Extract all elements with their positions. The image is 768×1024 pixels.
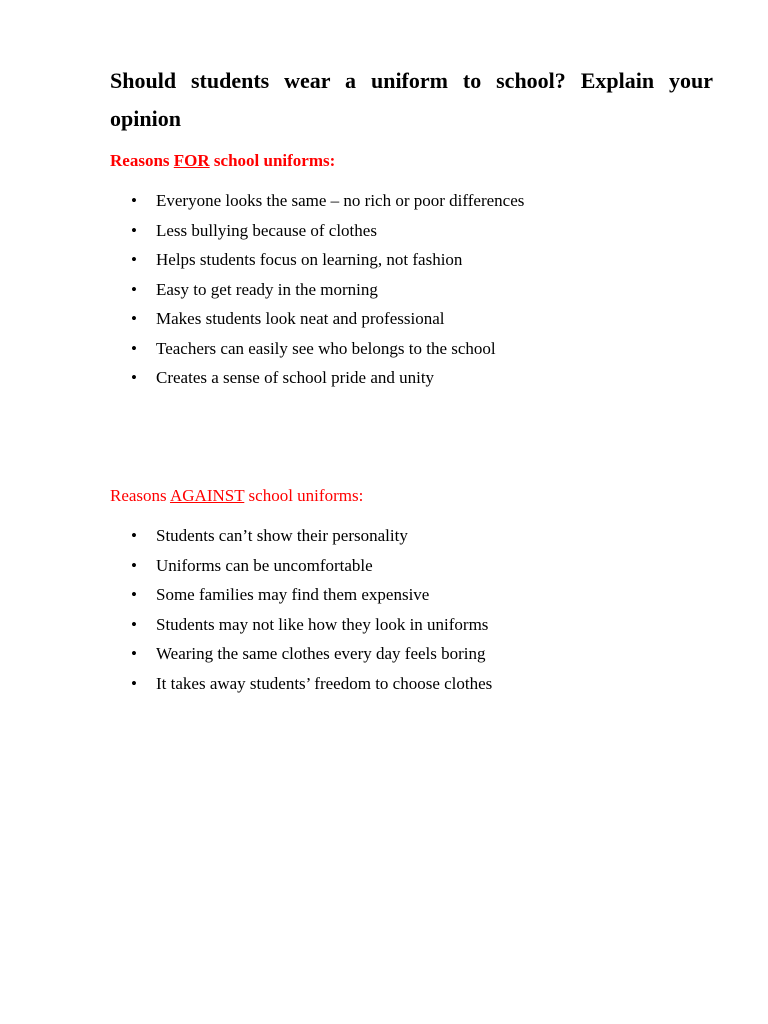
list-item — [110, 580, 713, 610]
list-item — [110, 363, 713, 393]
for-heading-prefix: Reasons — [110, 151, 174, 170]
list-item-text: Teachers can easily see who belongs to the school — [156, 338, 496, 358]
against-heading-keyword: AGAINST — [169, 486, 245, 505]
list-item-text: Less bullying because of clothes — [156, 220, 377, 240]
list-item — [110, 521, 713, 551]
list-item-text: Wearing the same clothes every day feels boring — [156, 644, 486, 663]
bullet-icon: • — [131, 614, 137, 634]
against-heading-suffix: school uniforms: — [244, 486, 364, 505]
bullet-icon: • — [131, 220, 137, 240]
for-heading-suffix: school uniforms: — [209, 151, 336, 170]
list-item-text: It takes away students’ freedom to choose clothes — [156, 673, 493, 693]
bullet-icon: • — [131, 673, 137, 693]
bullet-icon: • — [131, 585, 137, 604]
list-item — [110, 216, 713, 246]
bullet-icon: • — [131, 191, 137, 210]
list-item — [110, 275, 713, 305]
list-item — [110, 186, 713, 216]
for-section-heading — [110, 150, 713, 172]
list-item — [110, 639, 713, 669]
page-title: Should students wear a uniform to school? Explain your opinion — [110, 68, 713, 131]
for-heading-keyword: FOR — [173, 151, 210, 170]
list-item-text: Everyone looks the same – no rich or poor differences — [156, 191, 525, 210]
bullet-icon: • — [131, 309, 137, 328]
for-reasons-list — [110, 186, 713, 393]
against-section-heading — [110, 485, 713, 507]
list-item-text: Helps students focus on learning, not fashion — [156, 250, 463, 269]
list-item — [110, 610, 713, 640]
list-item-text: Some families may find them expensive — [156, 585, 430, 604]
document-page — [110, 62, 713, 693]
list-item-text: Students can’t show their personality — [156, 526, 408, 545]
list-item-text: Creates a sense of school pride and unity — [156, 368, 435, 387]
list-item — [110, 669, 713, 699]
list-item-text: Easy to get ready in the morning — [156, 279, 378, 299]
list-item-text: Makes students look neat and professional — [156, 309, 445, 328]
bullet-icon: • — [131, 644, 137, 663]
list-item — [110, 245, 713, 275]
list-item — [110, 334, 713, 364]
bullet-icon: • — [131, 368, 137, 387]
bullet-icon: • — [131, 338, 137, 358]
bullet-icon: • — [131, 250, 137, 269]
bullet-icon: • — [131, 279, 137, 299]
list-item — [110, 304, 713, 334]
bullet-icon: • — [131, 555, 137, 575]
list-item — [110, 551, 713, 581]
against-reasons-list — [110, 521, 713, 698]
list-item-text: Students may not like how they look in uniforms — [156, 614, 489, 634]
against-heading-prefix: Reasons — [110, 486, 170, 505]
list-item-text: Uniforms can be uncomfortable — [156, 555, 373, 575]
against-section — [110, 485, 713, 698]
bullet-icon: • — [131, 526, 137, 545]
